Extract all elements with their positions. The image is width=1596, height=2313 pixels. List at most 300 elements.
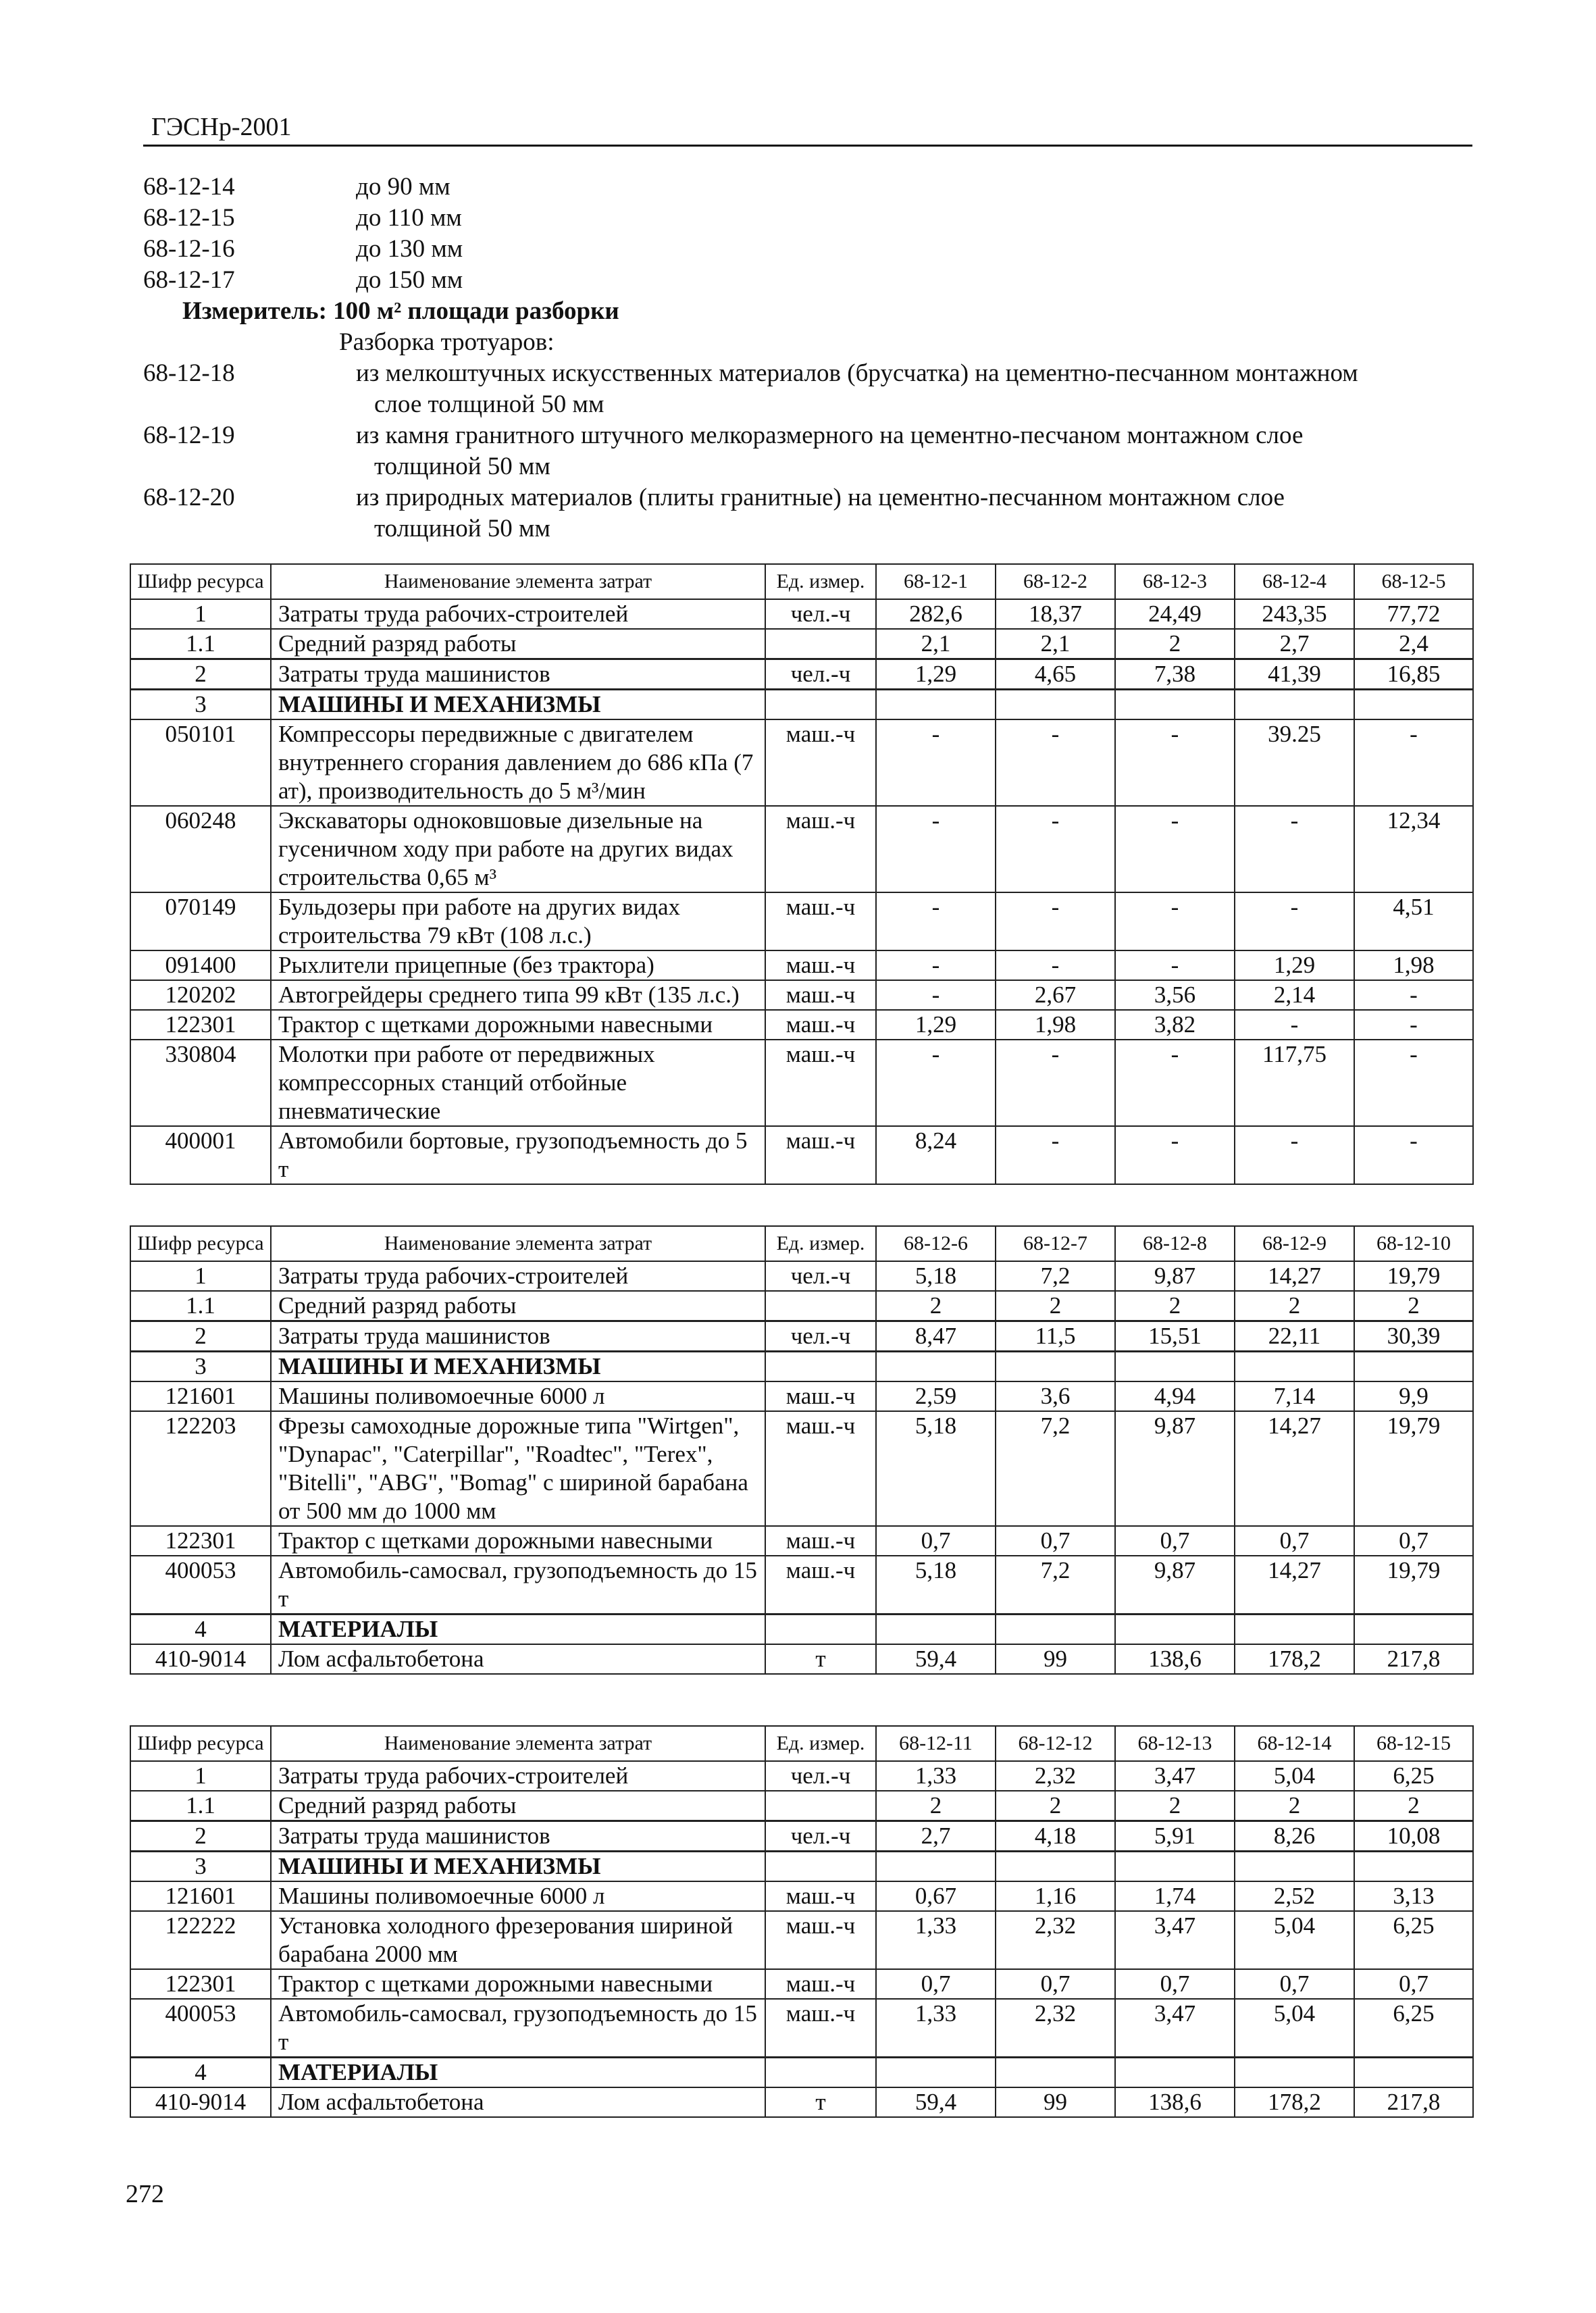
header-name: Наименование элемента затрат	[271, 564, 765, 599]
resource-value	[876, 690, 996, 720]
resource-value: 4,94	[1115, 1381, 1235, 1411]
resource-value: 217,8	[1354, 2087, 1473, 2117]
spec-text: из камня гранитного штучного мелкоразмерного на цементно-песчаном монтажном слое	[356, 422, 1304, 449]
header-name: Наименование элемента затрат	[271, 1726, 765, 1761]
resource-value: 1,16	[996, 1881, 1115, 1911]
resource-unit: т	[765, 2087, 876, 2117]
resource-value: 2,4	[1354, 629, 1473, 659]
spec-code: 68-12-18	[143, 359, 235, 387]
resource-name: Машины поливомоечные 6000 л	[271, 1881, 765, 1911]
resource-name: Фрезы самоходные дорожные типа "Wirtgen", "Dynapac", "Caterpillar", "Roadtec", "Terex", "Bitelli", "ABG", "Bomag" с шириной барабана от 500 мм до 1000 мм	[271, 1411, 765, 1526]
resource-name: Рыхлители прицепные (без трактора)	[271, 950, 765, 980]
resource-value: 1,33	[876, 1911, 996, 1969]
resource-value: 178,2	[1235, 2087, 1354, 2117]
spec-text: до 90 мм	[356, 173, 451, 201]
resource-code: 121601	[130, 1381, 271, 1411]
resource-value: 41,39	[1235, 659, 1354, 690]
resource-unit: маш.-ч	[765, 1010, 876, 1040]
resource-value: 138,6	[1115, 2087, 1235, 2117]
resource-value	[996, 690, 1115, 720]
resource-value: 9,87	[1115, 1556, 1235, 1615]
resource-value: 14,27	[1235, 1556, 1354, 1615]
table-row	[130, 1010, 1473, 1040]
resource-unit: маш.-ч	[765, 1556, 876, 1615]
resource-code: 050101	[130, 719, 271, 806]
table-header-row	[130, 1726, 1473, 1761]
resource-value: 6,25	[1354, 1761, 1473, 1791]
resource-value	[1235, 2058, 1354, 2088]
resource-value: 5,18	[876, 1411, 996, 1526]
header-norm-code: 68-12-15	[1354, 1726, 1473, 1761]
resource-value	[1115, 690, 1235, 720]
resource-value: 7,14	[1235, 1381, 1354, 1411]
header-norm-code: 68-12-14	[1235, 1726, 1354, 1761]
resource-value: 6,25	[1354, 1911, 1473, 1969]
resource-value	[1235, 1852, 1354, 1882]
resource-code: 121601	[130, 1881, 271, 1911]
resource-value: 12,34	[1354, 806, 1473, 892]
resource-table-3	[130, 1725, 1474, 2118]
resource-code: 1	[130, 1261, 271, 1291]
table-row	[130, 1556, 1473, 1615]
header-unit: Ед. измер.	[765, 1726, 876, 1761]
resource-unit: маш.-ч	[765, 1999, 876, 2058]
resource-value: -	[876, 806, 996, 892]
resource-value: 3,56	[1115, 980, 1235, 1010]
table-row	[130, 892, 1473, 950]
resource-code: 122203	[130, 1411, 271, 1526]
resource-code: 400053	[130, 1999, 271, 2058]
resource-value: 22,11	[1235, 1321, 1354, 1352]
table-header-row	[130, 1226, 1473, 1261]
table-row	[130, 2058, 1473, 2088]
table-row	[130, 1761, 1473, 1791]
spec-text: из природных материалов (плиты гранитные) на цементно-песчанном монтажном слое	[356, 484, 1285, 511]
resource-value: 0,67	[876, 1881, 996, 1911]
resource-code: 091400	[130, 950, 271, 980]
resource-value: 2,32	[996, 1999, 1115, 2058]
resource-name: Молотки при работе от передвижных компрессорных станций отбойные пневматические	[271, 1040, 765, 1126]
resource-value: -	[876, 892, 996, 950]
header-norm-code: 68-12-7	[996, 1226, 1115, 1261]
resource-value: -	[1115, 892, 1235, 950]
resource-value: -	[1235, 806, 1354, 892]
resource-code: 070149	[130, 892, 271, 950]
resource-value: -	[1235, 892, 1354, 950]
resource-value: 5,18	[876, 1556, 996, 1615]
resource-value: -	[996, 1040, 1115, 1126]
header-norm-code: 68-12-1	[876, 564, 996, 599]
resource-code: 1	[130, 599, 271, 629]
resource-value: 0,7	[996, 1969, 1115, 1999]
resource-value: -	[1354, 1010, 1473, 1040]
table-row	[130, 719, 1473, 806]
resource-name: Автогрейдеры среднего типа 99 кВт (135 л.с.)	[271, 980, 765, 1010]
resource-code: 400001	[130, 1126, 271, 1184]
spec-code: 68-12-19	[143, 422, 235, 449]
resource-value: 19,79	[1354, 1411, 1473, 1526]
table-row	[130, 806, 1473, 892]
measurement-unit: Измеритель: 100 м² площади разборки	[182, 297, 619, 325]
resource-value: 2	[1235, 1791, 1354, 1821]
resource-value	[1235, 1615, 1354, 1645]
table-header-row	[130, 564, 1473, 599]
resource-value	[876, 1615, 996, 1645]
resource-name: Компрессоры передвижные с двигателем внутреннего сгорания давлением до 686 кПа (7 ат), производительность до 5 м³/мин	[271, 719, 765, 806]
resource-value: -	[876, 719, 996, 806]
resource-value: -	[1115, 1040, 1235, 1126]
resource-name: Средний разряд работы	[271, 629, 765, 659]
header-unit: Ед. измер.	[765, 564, 876, 599]
resource-value	[996, 1615, 1115, 1645]
spec-subheading: Разборка тротуаров:	[339, 328, 555, 356]
resource-code: 410-9014	[130, 1644, 271, 1674]
resource-value: -	[996, 950, 1115, 980]
resource-value: -	[1115, 1126, 1235, 1184]
header-unit: Ед. измер.	[765, 1226, 876, 1261]
resource-value: 0,7	[1235, 1526, 1354, 1556]
header-norm-code: 68-12-5	[1354, 564, 1473, 599]
header-norm-code: 68-12-2	[996, 564, 1115, 599]
header-code: Шифр ресурса	[130, 1226, 271, 1261]
resource-value: -	[1115, 719, 1235, 806]
resource-unit: маш.-ч	[765, 1126, 876, 1184]
table-row	[130, 1352, 1473, 1382]
resource-name: Автомобиль-самосвал, грузоподъемность до 15 т	[271, 1999, 765, 2058]
spec-code: 68-12-15	[143, 204, 235, 232]
resource-value	[1115, 1852, 1235, 1882]
resource-value: 3,47	[1115, 1911, 1235, 1969]
resource-value: 117,75	[1235, 1040, 1354, 1126]
resource-value: -	[996, 892, 1115, 950]
resource-value: 8,47	[876, 1321, 996, 1352]
resource-name: Затраты труда машинистов	[271, 1321, 765, 1352]
resource-value: 5,18	[876, 1261, 996, 1291]
resource-value: 99	[996, 2087, 1115, 2117]
resource-value: 4,65	[996, 659, 1115, 690]
resource-value: 59,4	[876, 1644, 996, 1674]
resource-code: 122301	[130, 1526, 271, 1556]
header-norm-code: 68-12-8	[1115, 1226, 1235, 1261]
header-norm-code: 68-12-10	[1354, 1226, 1473, 1261]
resource-value: 0,7	[1354, 1969, 1473, 1999]
resource-value: 282,6	[876, 599, 996, 629]
header-code: Шифр ресурса	[130, 1726, 271, 1761]
resource-name: Лом асфальтобетона	[271, 1644, 765, 1674]
resource-name: Лом асфальтобетона	[271, 2087, 765, 2117]
resource-value: 2	[1115, 1791, 1235, 1821]
resource-name: Затраты труда рабочих-строителей	[271, 1261, 765, 1291]
resource-value	[876, 1352, 996, 1382]
resource-code: 1	[130, 1761, 271, 1791]
resource-value: 0,7	[1354, 1526, 1473, 1556]
resource-name: Трактор с щетками дорожными навесными	[271, 1010, 765, 1040]
resource-value: -	[1235, 1126, 1354, 1184]
resource-code: 3	[130, 690, 271, 720]
resource-value: 8,26	[1235, 1821, 1354, 1852]
resource-unit: чел.-ч	[765, 599, 876, 629]
header-norm-code: 68-12-6	[876, 1226, 996, 1261]
table-row	[130, 1291, 1473, 1321]
table-row	[130, 629, 1473, 659]
table-row	[130, 1411, 1473, 1526]
resource-name: Затраты труда машинистов	[271, 1821, 765, 1852]
resource-value: 1,33	[876, 1761, 996, 1791]
resource-value: 30,39	[1354, 1321, 1473, 1352]
resource-value: -	[1354, 1040, 1473, 1126]
resource-value: -	[1354, 1126, 1473, 1184]
resource-value: 8,24	[876, 1126, 996, 1184]
resource-unit	[765, 1352, 876, 1382]
table-row	[130, 690, 1473, 720]
resource-value: 0,7	[1235, 1969, 1354, 1999]
resource-value: -	[1235, 1010, 1354, 1040]
resource-value: 2	[876, 1291, 996, 1321]
resource-unit	[765, 690, 876, 720]
resource-unit: чел.-ч	[765, 1761, 876, 1791]
spec-item	[143, 420, 1472, 451]
resource-value: -	[876, 950, 996, 980]
resource-value	[1354, 1615, 1473, 1645]
spec-text: до 150 мм	[356, 266, 463, 294]
resource-name: Автомобиль-самосвал, грузоподъемность до 15 т	[271, 1556, 765, 1615]
resource-code: 2	[130, 659, 271, 690]
resource-unit: маш.-ч	[765, 806, 876, 892]
resource-value: 15,51	[1115, 1321, 1235, 1352]
resource-name: Бульдозеры при работе на других видах строительства 79 кВт (108 л.с.)	[271, 892, 765, 950]
resource-unit: маш.-ч	[765, 1911, 876, 1969]
resource-value: 19,79	[1354, 1556, 1473, 1615]
resource-unit: чел.-ч	[765, 659, 876, 690]
resource-value: 2	[996, 1291, 1115, 1321]
spec-code: 68-12-14	[143, 173, 235, 201]
table-row	[130, 1526, 1473, 1556]
resource-value: 5,04	[1235, 1761, 1354, 1791]
table-row	[130, 1040, 1473, 1126]
resource-value: 0,7	[876, 1969, 996, 1999]
resource-name: Экскаваторы одноковшовые дизельные на гусеничном ходу при работе на других видах строительства 0,65 м³	[271, 806, 765, 892]
resource-unit	[765, 1852, 876, 1882]
resource-value: 3,6	[996, 1381, 1115, 1411]
resource-code: 122301	[130, 1010, 271, 1040]
resource-value: 7,2	[996, 1556, 1115, 1615]
resource-value: 243,35	[1235, 599, 1354, 629]
resource-value: 2	[1115, 629, 1235, 659]
resource-value: 0,7	[876, 1526, 996, 1556]
resource-value: -	[1115, 950, 1235, 980]
table-row	[130, 1852, 1473, 1882]
resource-code: 3	[130, 1352, 271, 1382]
resource-code: 120202	[130, 980, 271, 1010]
resource-value: 1,98	[996, 1010, 1115, 1040]
table-row	[130, 1791, 1473, 1821]
resource-value: 3,82	[1115, 1010, 1235, 1040]
resource-value: 4,51	[1354, 892, 1473, 950]
resource-unit: маш.-ч	[765, 1381, 876, 1411]
spec-text-continued: толщиной 50 мм	[374, 515, 550, 542]
resource-value: 59,4	[876, 2087, 996, 2117]
resource-value: -	[1354, 980, 1473, 1010]
resource-value: 217,8	[1354, 1644, 1473, 1674]
header-norm-code: 68-12-4	[1235, 564, 1354, 599]
resource-code: 330804	[130, 1040, 271, 1126]
resource-name: Машины поливомоечные 6000 л	[271, 1381, 765, 1411]
spec-item	[143, 482, 1472, 513]
spec-code: 68-12-20	[143, 484, 235, 511]
resource-value: 2,32	[996, 1761, 1115, 1791]
resource-value: 2	[876, 1791, 996, 1821]
header-norm-code: 68-12-9	[1235, 1226, 1354, 1261]
resource-value: 3,47	[1115, 1761, 1235, 1791]
resource-value: 77,72	[1354, 599, 1473, 629]
resource-value: 24,49	[1115, 599, 1235, 629]
specification-list	[143, 172, 1472, 544]
table-row	[130, 1644, 1473, 1674]
resource-value: 2	[1354, 1791, 1473, 1821]
resource-value: -	[996, 806, 1115, 892]
resource-name: Затраты труда рабочих-строителей	[271, 1761, 765, 1791]
resource-unit: т	[765, 1644, 876, 1674]
resource-value: 9,87	[1115, 1261, 1235, 1291]
resource-unit: маш.-ч	[765, 1040, 876, 1126]
resource-value: 3,13	[1354, 1881, 1473, 1911]
resource-value: 7,2	[996, 1261, 1115, 1291]
resource-value: 0,7	[1115, 1969, 1235, 1999]
resource-value	[996, 1852, 1115, 1882]
resource-name: Автомобили бортовые, грузоподъемность до 5 т	[271, 1126, 765, 1184]
resource-value: 0,7	[996, 1526, 1115, 1556]
resource-unit: чел.-ч	[765, 1321, 876, 1352]
resource-code: 400053	[130, 1556, 271, 1615]
resource-value: 18,37	[996, 599, 1115, 629]
resource-unit: маш.-ч	[765, 980, 876, 1010]
resource-value: -	[996, 719, 1115, 806]
resource-value	[1354, 1852, 1473, 1882]
resource-value: 2,7	[876, 1821, 996, 1852]
resource-value: 2,67	[996, 980, 1115, 1010]
resource-value: 2,59	[876, 1381, 996, 1411]
resource-name: МАШИНЫ И МЕХАНИЗМЫ	[271, 1352, 765, 1382]
resource-unit	[765, 1791, 876, 1821]
resource-value	[1235, 690, 1354, 720]
resource-value: 5,91	[1115, 1821, 1235, 1852]
table-row	[130, 1321, 1473, 1352]
table-row	[130, 1911, 1473, 1969]
spec-item	[143, 358, 1472, 389]
resource-code: 122222	[130, 1911, 271, 1969]
resource-name: Установка холодного фрезерования шириной барабана 2000 мм	[271, 1911, 765, 1969]
resource-name: Средний разряд работы	[271, 1791, 765, 1821]
header-norm-code: 68-12-12	[996, 1726, 1115, 1761]
resource-value	[996, 1352, 1115, 1382]
spec-text: из мелкоштучных искусственных материалов (брусчатка) на цементно-песчанном монтажном	[356, 359, 1358, 387]
resource-value: 2,14	[1235, 980, 1354, 1010]
resource-value: 2	[1354, 1291, 1473, 1321]
resource-value: 2,1	[876, 629, 996, 659]
resource-code: 410-9014	[130, 2087, 271, 2117]
resource-value: 2	[996, 1791, 1115, 1821]
resource-value: 11,5	[996, 1321, 1115, 1352]
resource-value: 6,25	[1354, 1999, 1473, 2058]
document-header: ГЭСНр-2001	[151, 113, 292, 141]
resource-unit: маш.-ч	[765, 1881, 876, 1911]
resource-unit	[765, 1615, 876, 1645]
spec-text: до 130 мм	[356, 235, 463, 263]
spec-item	[143, 203, 1472, 234]
header-name: Наименование элемента затрат	[271, 1226, 765, 1261]
resource-value: -	[1354, 719, 1473, 806]
resource-value: 99	[996, 1644, 1115, 1674]
resource-value: 7,38	[1115, 659, 1235, 690]
page-number: 272	[126, 2180, 164, 2208]
resource-value: 5,04	[1235, 1999, 1354, 2058]
resource-value: 7,2	[996, 1411, 1115, 1526]
resource-value	[1354, 2058, 1473, 2088]
resource-value: 2	[1115, 1291, 1235, 1321]
resource-value: 1,29	[1235, 950, 1354, 980]
resource-code: 060248	[130, 806, 271, 892]
resource-value: 14,27	[1235, 1261, 1354, 1291]
resource-value: -	[996, 1126, 1115, 1184]
resource-value: 2,1	[996, 629, 1115, 659]
table-row	[130, 1999, 1473, 2058]
table-row	[130, 980, 1473, 1010]
resource-name: Затраты труда рабочих-строителей	[271, 599, 765, 629]
resource-value: 2,7	[1235, 629, 1354, 659]
resource-name: Средний разряд работы	[271, 1291, 765, 1321]
spec-code: 68-12-17	[143, 266, 235, 294]
resource-value	[876, 2058, 996, 2088]
spec-item	[143, 265, 1472, 296]
resource-unit: маш.-ч	[765, 950, 876, 980]
table-row	[130, 1261, 1473, 1291]
resource-unit: маш.-ч	[765, 1526, 876, 1556]
resource-value	[1115, 1615, 1235, 1645]
header-rule	[143, 145, 1472, 147]
resource-name: МАШИНЫ И МЕХАНИЗМЫ	[271, 1852, 765, 1882]
resource-value: 138,6	[1115, 1644, 1235, 1674]
table-row	[130, 1381, 1473, 1411]
resource-code: 4	[130, 2058, 271, 2088]
resource-value: 9,87	[1115, 1411, 1235, 1526]
resource-value: 2,32	[996, 1911, 1115, 1969]
resource-value: 1,29	[876, 1010, 996, 1040]
resource-value: 0,7	[1115, 1526, 1235, 1556]
resource-code: 1.1	[130, 629, 271, 659]
resource-unit: маш.-ч	[765, 719, 876, 806]
resource-unit	[765, 1291, 876, 1321]
resource-value	[1354, 1352, 1473, 1382]
resource-unit: чел.-ч	[765, 1261, 876, 1291]
resource-value: 9,9	[1354, 1381, 1473, 1411]
resource-value: 5,04	[1235, 1911, 1354, 1969]
header-code: Шифр ресурса	[130, 564, 271, 599]
header-norm-code: 68-12-11	[876, 1726, 996, 1761]
resource-value	[1115, 1352, 1235, 1382]
table-row	[130, 1821, 1473, 1852]
table-row	[130, 950, 1473, 980]
resource-value: 2,52	[1235, 1881, 1354, 1911]
spec-text: до 110 мм	[356, 204, 462, 232]
spec-item	[143, 172, 1472, 203]
table-row	[130, 659, 1473, 690]
resource-value	[1235, 1352, 1354, 1382]
resource-code: 2	[130, 1821, 271, 1852]
resource-value: 2	[1235, 1291, 1354, 1321]
spec-item	[143, 234, 1472, 265]
resource-value: 1,74	[1115, 1881, 1235, 1911]
resource-value	[1354, 690, 1473, 720]
